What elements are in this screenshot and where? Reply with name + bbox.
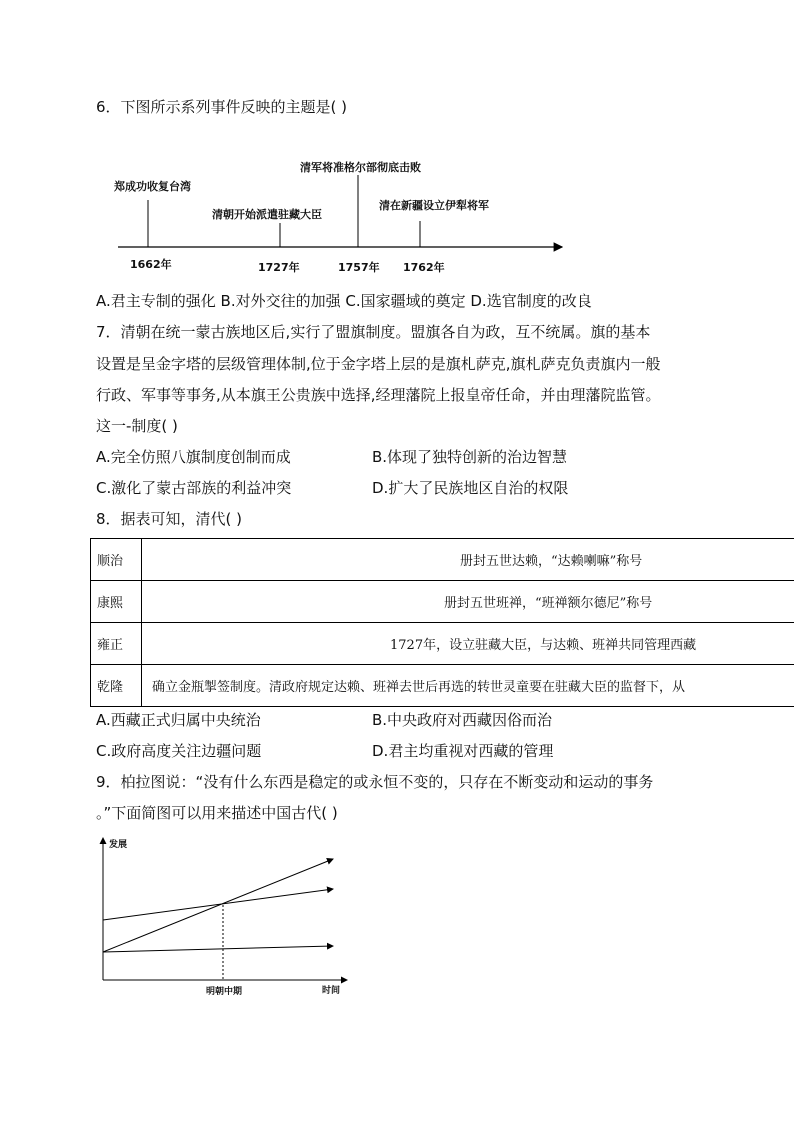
timeline-year: 1662年 (130, 258, 172, 271)
line-upper-start (103, 889, 333, 920)
event-text: 确立金瓶掣签制度。清政府规定达赖、班禅去世后再选的转世灵童要在驻藏大臣的监督下，从 (152, 680, 686, 695)
q6-options: A.君主专制的强化 B.对外交往的加强 C.国家疆域的奠定 D.选官制度的改良 (96, 292, 592, 310)
q7-line: 这一-制度( ) (96, 417, 178, 435)
timeline-year: 1762年 (403, 261, 445, 274)
marker-label: 明朝中期 (206, 987, 243, 997)
table-row (91, 539, 794, 581)
q8-table (90, 538, 794, 707)
q8-option-d: D.君主均重视对西藏的管理 (372, 742, 554, 760)
q8-option-b: B.中央政府对西藏因俗而治 (372, 711, 553, 729)
q8-stem: 8．据表可知，清代( ) (96, 510, 243, 528)
q6-stem: 6．下图所示系列事件反映的主题是( ) (96, 98, 348, 116)
q7-option-b: B.体现了独特创新的治边智慧 (372, 448, 568, 466)
event-text: 册封五世达赖，“达赖喇嘛”称号 (460, 554, 643, 569)
q8-option-a: A.西藏正式归属中央统治 (96, 711, 261, 729)
q7-option-c: C.激化了蒙古部族的利益冲突 (96, 479, 292, 497)
event-cell (142, 581, 794, 623)
table-row (91, 623, 794, 665)
q7-line: 7．清朝在统一蒙古族地区后,实行了盟旗制度。盟旗各自为政，互不统属。旗的基本 (96, 323, 651, 341)
q8-option-c: C.政府高度关注边疆问题 (96, 742, 262, 760)
event-text: 1727年，设立驻藏大臣，与达赖、班禅共同管理西藏 (390, 638, 697, 653)
event-cell (142, 623, 794, 665)
timeline-event-label: 郑成功收复台湾 (114, 180, 191, 193)
reign-cell: 雍正 (91, 623, 142, 665)
timeline-year: 1727年 (258, 261, 300, 274)
q7-option-d: D.扩大了民族地区自治的权限 (372, 479, 569, 497)
x-axis-label: 时间 (322, 986, 341, 996)
table-row (91, 581, 794, 623)
reign-cell: 康熙 (91, 581, 142, 623)
y-axis-label: 发展 (109, 840, 128, 850)
q9-diagram (95, 832, 355, 997)
timeline-year: 1757年 (338, 261, 380, 274)
timeline-event-label: 清在新疆设立伊犁将军 (379, 199, 489, 212)
table-row (91, 665, 794, 707)
reign-cell: 顺治 (91, 539, 142, 581)
line-rising (103, 859, 333, 952)
q7-line: 设置是呈金字塔的层级管理体制,位于金字塔上层的是旗札萨克,旗札萨克负责旗内一般 (96, 355, 661, 373)
timeline-event-label: 清朝开始派遣驻藏大臣 (212, 208, 322, 221)
event-cell (142, 539, 794, 581)
q7-line: 行政、军事等事务,从本旗王公贵族中选择,经理藩院上报皇帝任命，并由理藩院监管。 (96, 386, 661, 404)
event-cell (142, 665, 794, 707)
q9-line: 。”下面简图可以用来描述中国古代( ) (96, 804, 338, 822)
timeline-event-label: 清军将准格尔部彻底击败 (300, 161, 421, 174)
q7-option-a: A.完全仿照八旗制度创制而成 (96, 448, 291, 466)
reign-cell: 乾隆 (91, 665, 142, 707)
line-flat (103, 946, 333, 952)
event-text: 册封五世班禅，“班禅额尔德尼”称号 (444, 596, 653, 611)
q9-line: 9．柏拉图说：“没有什么东西是稳定的或永恒不变的，只存在不断变动和运动的事务 (96, 773, 654, 791)
